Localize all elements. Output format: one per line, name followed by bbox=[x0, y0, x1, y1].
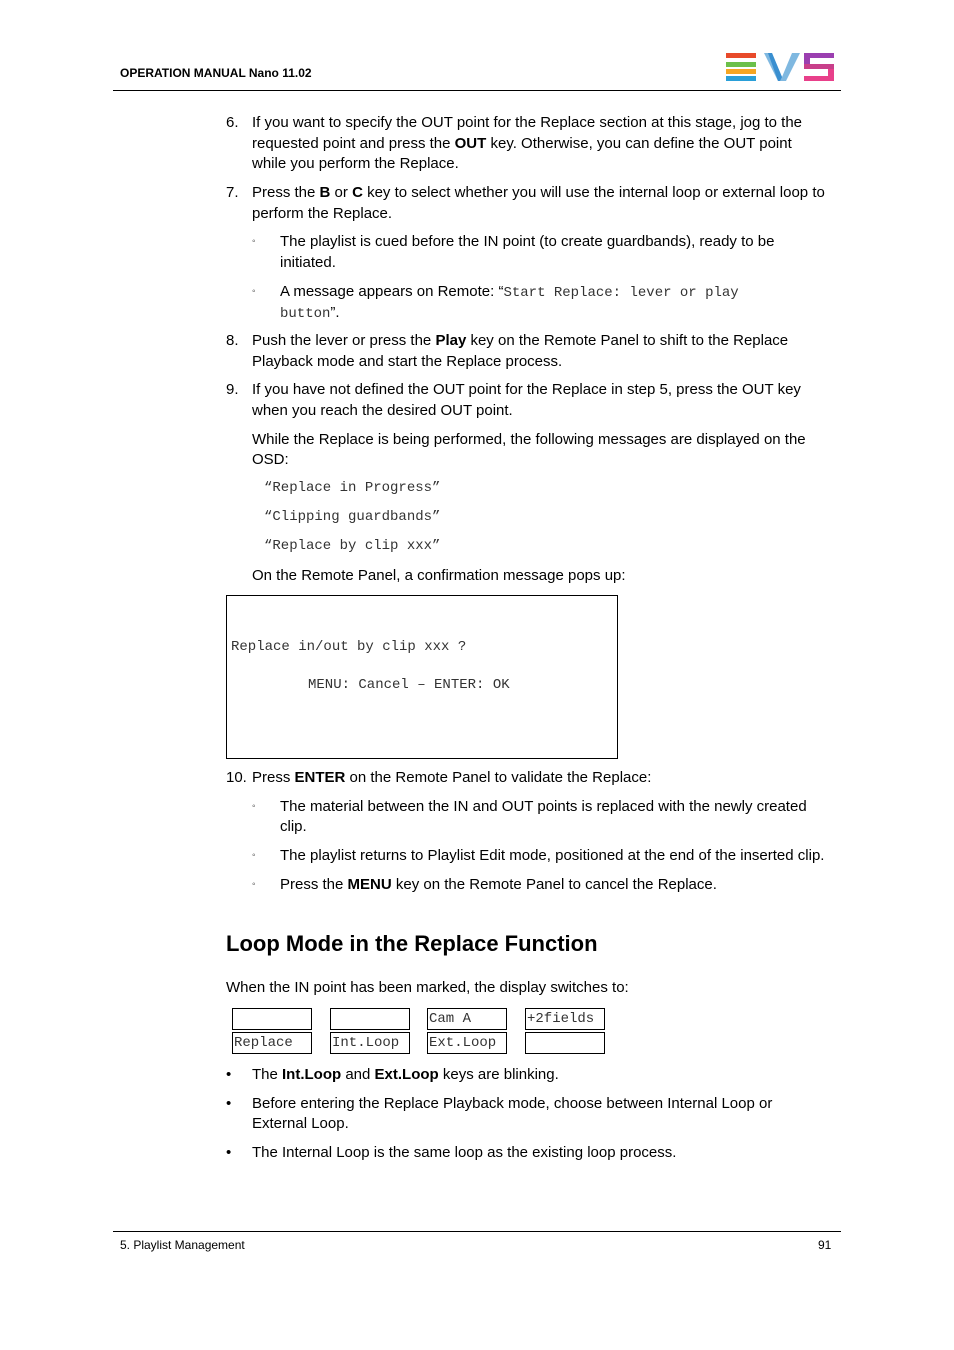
step-text: Push the lever or press the Play key on the Remote Panel to shift to the Replace bbox=[252, 332, 789, 349]
section-intro: When the IN point has been marked, the display switches to: bbox=[226, 979, 629, 996]
logo-e bbox=[726, 53, 756, 81]
osd-message: “Replace in Progress” bbox=[264, 480, 441, 496]
display-cell: Int.Loop bbox=[330, 1032, 410, 1054]
bullet: • bbox=[226, 1144, 232, 1161]
logo-v bbox=[764, 53, 800, 81]
display-cell: Ext.Loop bbox=[427, 1032, 507, 1054]
step-text: requested point and press the OUT key. Otherwise, you can define the OUT point bbox=[252, 135, 792, 152]
sub-bullet: ◦ bbox=[252, 879, 256, 890]
bullet-text: The Int.Loop and Ext.Loop keys are blinking. bbox=[252, 1066, 559, 1083]
step-text: If you have not defined the OUT point for the Replace in step 5, press the OUT key bbox=[252, 381, 801, 398]
sub-bullet-text: Press the MENU key on the Remote Panel to cancel the Replace. bbox=[280, 876, 717, 893]
step-text: while you perform the Replace. bbox=[252, 155, 459, 172]
display-cell: Cam A bbox=[427, 1008, 507, 1030]
bullet: • bbox=[226, 1095, 232, 1112]
sub-bullet-text: The playlist returns to Playlist Edit mode, positioned at the end of the inserted clip. bbox=[280, 847, 825, 864]
osd-message: “Replace by clip xxx” bbox=[264, 538, 441, 554]
bullet-text: External Loop. bbox=[252, 1115, 349, 1132]
display-cell bbox=[330, 1008, 410, 1030]
step-text: perform the Replace. bbox=[252, 205, 393, 222]
display-cell bbox=[232, 1008, 312, 1030]
step-text: On the Remote Panel, a confirmation message pops up: bbox=[252, 567, 626, 584]
sub-bullet-text: The material between the IN and OUT points is replaced with the newly created bbox=[280, 798, 807, 815]
sub-bullet-text: button”. bbox=[280, 304, 340, 322]
step-number: 8. bbox=[226, 332, 239, 349]
sub-bullet: ◦ bbox=[252, 850, 256, 861]
display-cell: +2fields bbox=[525, 1008, 605, 1030]
confirmation-line: MENU: Cancel – ENTER: OK bbox=[308, 677, 510, 693]
step-text: when you reach the desired OUT point. bbox=[252, 402, 513, 419]
confirmation-box bbox=[226, 595, 618, 759]
logo-s bbox=[804, 53, 834, 81]
sub-bullet: ◦ bbox=[252, 286, 256, 297]
display-cell: Replace bbox=[232, 1032, 312, 1054]
confirmation-line: Replace in/out by clip xxx ? bbox=[231, 639, 467, 655]
header-title: OPERATION MANUAL Nano 11.02 bbox=[120, 66, 312, 80]
footer-rule bbox=[113, 1231, 841, 1232]
bullet-text: Before entering the Replace Playback mode, choose between Internal Loop or bbox=[252, 1095, 773, 1112]
step-number: 6. bbox=[226, 114, 239, 131]
sub-bullet-text: A message appears on Remote: “Start Replace: lever or play bbox=[280, 283, 739, 301]
osd-message: “Clipping guardbands” bbox=[264, 509, 441, 525]
step-number: 10. bbox=[226, 769, 247, 786]
page-number: 91 bbox=[818, 1238, 832, 1252]
footer-section: 5. Playlist Management bbox=[120, 1238, 245, 1252]
evs-logo bbox=[724, 52, 836, 82]
step-number: 9. bbox=[226, 381, 239, 398]
display-cell bbox=[525, 1032, 605, 1054]
step-text: Playback mode and start the Replace process. bbox=[252, 353, 563, 370]
step-text: While the Replace is being performed, the following messages are displayed on the bbox=[252, 431, 806, 448]
section-heading: Loop Mode in the Replace Function bbox=[226, 931, 598, 956]
sub-bullet: ◦ bbox=[252, 801, 256, 812]
sub-bullet-text: The playlist is cued before the IN point (to create guardbands), ready to be bbox=[280, 233, 775, 250]
step-text: If you want to specify the OUT point for the Replace section at this stage, jog to the bbox=[252, 114, 803, 131]
step-number: 7. bbox=[226, 184, 239, 201]
step-text: OSD: bbox=[252, 451, 289, 468]
sub-bullet-text: clip. bbox=[280, 818, 307, 835]
bullet: • bbox=[226, 1066, 232, 1083]
sub-bullet-text: initiated. bbox=[280, 254, 336, 271]
header-rule bbox=[113, 90, 841, 91]
step-text: Press the B or C key to select whether you will use the internal loop or external loop to bbox=[252, 184, 825, 201]
bullet-text: The Internal Loop is the same loop as the existing loop process. bbox=[252, 1144, 677, 1161]
step-text: Press ENTER on the Remote Panel to validate the Replace: bbox=[252, 769, 652, 786]
sub-bullet: ◦ bbox=[252, 236, 256, 247]
